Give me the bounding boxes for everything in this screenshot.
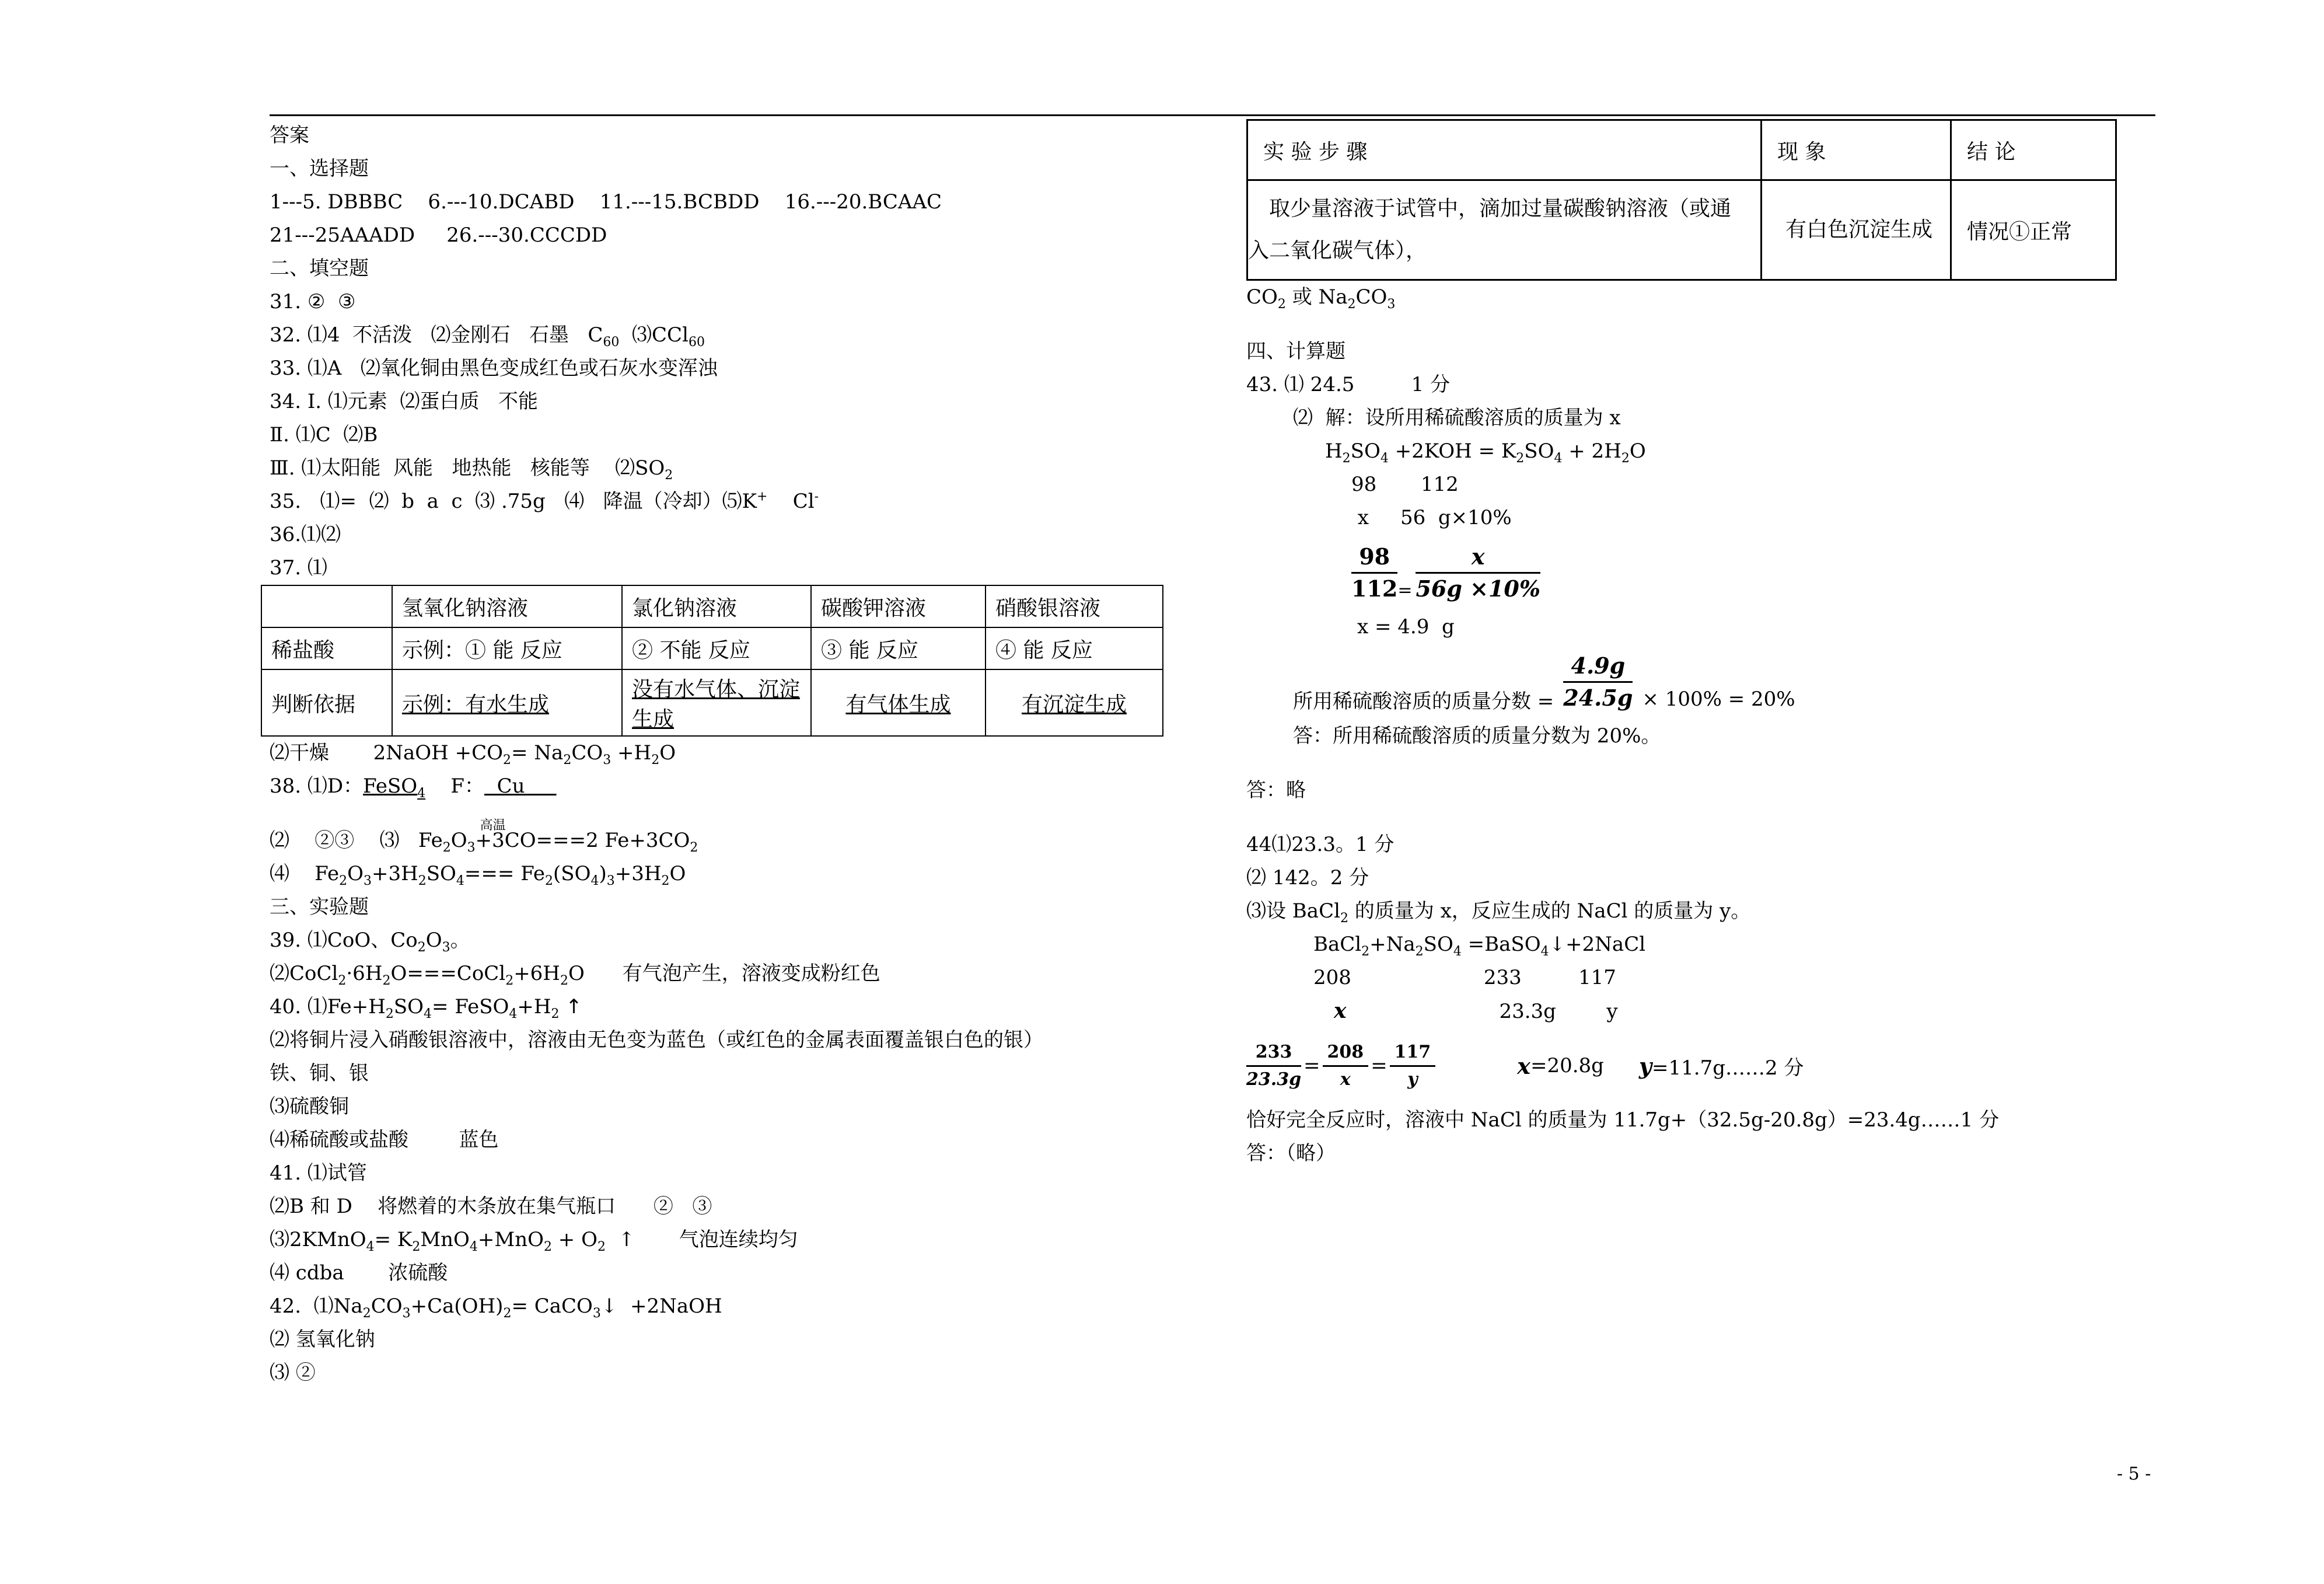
header-rule	[270, 114, 2155, 116]
answer-line: 恰好完全反应时，溶液中 NaCl 的质量为 11.7g+（32.5g-20.8g）=23.4g……1 分	[1246, 1108, 2000, 1132]
answer-line: ⑶硫酸铜	[270, 1095, 349, 1118]
answer-line: ⑵ ②③ ⑶ $Fe_2O_3$ 高温 +3CO===2 $Fe+3CO_2$	[270, 818, 698, 855]
section-heading: 二、填空题	[270, 257, 369, 280]
answer-line: ⑵B 和 D 将燃着的木条放在集气瓶口 ② ③	[270, 1195, 712, 1218]
answer-line: $⑵CoCl_2\cdot 6H_2O===CoCl_2+6H_2O$ 有气泡产生，溶液变成粉红色	[270, 962, 880, 988]
answers-title: 答案	[270, 124, 309, 147]
q42-experiment-table	[1246, 119, 2117, 281]
answer-line: 35. ⑴= ⑵ b a c ⑶ .75g ⑷ 降温（冷却）⑸K+ Cl-	[270, 489, 819, 513]
answer-line: ⑵ 氢氧化钠	[270, 1328, 375, 1351]
answer-line: ⑵ 解：设所用稀硫酸溶质的质量为 x	[1293, 406, 1621, 430]
table-row: 实 验 步 骤 现 象 结 论	[1247, 120, 2116, 180]
answer-line: 答：所用稀硫酸溶质的质量分数为 20%。	[1293, 724, 1661, 748]
table-row: 取少量溶液于试管中，滴加过量碳酸钠溶液（或通入二氧化碳气体）， 有白色沉淀生成 情况①正常	[1247, 180, 2116, 280]
answer-line: $CO_2$ 或 $Na_2CO_3$	[1246, 285, 1396, 312]
answer-line: 37. ⑴	[270, 556, 327, 580]
fraction: $\frac{208}{x}$	[1323, 1039, 1369, 1093]
answer-line: ⑷ cdba 浓硫酸	[270, 1261, 448, 1285]
answer-line: 43. ⑴ 24.5 1 分	[1246, 373, 1451, 396]
answer-line: ⑷ $Fe_2O_3+3H_2SO_4=== Fe_2(SO_4)_3+3H_2O$	[270, 862, 686, 888]
answer-line: 98 112	[1351, 473, 1459, 496]
answer-line: ⑷稀硫酸或盐酸 蓝色	[270, 1128, 499, 1152]
answer-line: 40. $⑴Fe+H_2SO_4=$ $FeSO_4+H_2$ ↑	[270, 995, 582, 1021]
answer-line: x = 4.9 g	[1357, 615, 1455, 639]
fraction: $\frac{98}{112}$	[1351, 542, 1397, 604]
section-heading: 四、计算题	[1246, 340, 1346, 363]
table-row: 氢氧化钠溶液 氯化钠溶液 碳酸钾溶液 硝酸银溶液	[261, 585, 1163, 627]
page-number: - 5 -	[2117, 1464, 2151, 1484]
answer-line: 38. ⑴D：FeSO$_4$ F： Cu	[270, 774, 557, 801]
table-row: 判断依据 示例：有水生成 没有水气体、沉淀生成 有气体生成 有沉淀生成	[261, 669, 1163, 736]
answer-line: x 56 g×10%	[1351, 506, 1512, 529]
answer-line: 铁、铜、银	[270, 1062, 369, 1085]
answer-line: 33. ⑴A ⑵氧化铜由黑色变成红色或石灰水变浑浊	[270, 357, 718, 380]
fraction: $\frac{233}{23.3g}$	[1246, 1039, 1301, 1093]
mass-fraction-line: 所用稀硫酸溶质的质量分数 = $\frac{4.9g}{24.5g}$ × 100% = 20%	[1246, 644, 2157, 720]
equation-line: $H_2SO_4 +2KOH = K_2SO_4 + 2H_2O$	[1325, 439, 1646, 466]
equation-line: $BaCl_2+Na_2SO_4$ =BaSO$_4$↓+2NaCl	[1313, 933, 1646, 959]
answer-line: 答：略	[1246, 779, 1306, 802]
answer-line: 42. $⑴Na_2CO_3+Ca(OH)_2=$ CaCO$_3$↓ +2NaOH	[270, 1295, 722, 1321]
answer-line: 31. ② ③	[270, 290, 356, 313]
right-column	[1246, 119, 2157, 1170]
fraction: $\frac{117}{y}$	[1390, 1039, 1436, 1093]
answer-line: 21---25AAADD 26.---30.CCCDD	[270, 224, 607, 247]
answer-line: 34. Ⅰ. ⑴元素 ⑵蛋白质 不能	[270, 390, 538, 413]
answer-line: 答：（略）	[1246, 1142, 1336, 1165]
section-heading: 一、选择题	[270, 157, 369, 180]
answer-line: Ⅱ. ⑴C ⑵B	[270, 423, 378, 446]
answer-line: Ⅲ. ⑴太阳能 风能 地热能 核能等 $⑵SO_2$	[270, 456, 673, 483]
answer-line: ⑶设 BaCl$_2$ 的质量为 x，反应生成的 NaCl 的质量为 y。	[1246, 899, 1751, 926]
answer-line: 44⑴23.3。1 分	[1246, 833, 1395, 856]
answer-line: 39. ⑴CoO、$Co_2O_3$。	[270, 929, 470, 955]
q37-reaction-table	[261, 585, 1163, 737]
answer-line: 1---5. DBBBC 6.---10.DCABD 11.---15.BCBDD 16.---20.BCAAC	[270, 190, 942, 214]
answer-line: 208 233 117	[1313, 966, 1616, 989]
section-heading: 三、实验题	[270, 895, 369, 919]
fraction: $\frac{4.9g}{24.5g}$	[1563, 651, 1633, 713]
answer-line: ⑵干燥 2NaOH $+CO_2= Na_2CO_3 +H_2O$	[270, 741, 676, 767]
fraction: $\frac{x}{56g \times 10\%}$	[1416, 542, 1540, 604]
answer-line: 36.⑴⑵	[270, 523, 341, 546]
answer-line: ⑵ 142。2 分	[1246, 866, 1369, 889]
answer-line: ⑵将铜片浸入硝酸银溶液中，溶液由无色变为蓝色（或红色的金属表面覆盖银白色的银）	[270, 1028, 1043, 1052]
proportion-equation: $\frac{98}{112}$ = $\frac{x}{56g \times 10\%}$	[1246, 535, 2157, 610]
answer-line: ⑶2KMnO$_4$= $K_2MnO_4+MnO_2 + O_2$ ↑ 气泡连续均匀	[270, 1228, 798, 1254]
left-column	[270, 119, 1180, 1390]
answer-line: 32. ⑴4 不活泼 ⑵金刚石 石墨 $C_{60}$ ⑶CCl$_{60}$	[270, 323, 705, 350]
proportion-equation: $\frac{233}{23.3g}$ = $\frac{208}{x}$ = $\frac{117}{y}$ x =20.8g y =11.7g……2 分	[1246, 1028, 2157, 1104]
table-row: 稀盐酸 示例：① 能 反应 ② 不能 反应 ③ 能 反应 ④ 能 反应	[261, 627, 1163, 669]
answer-line: 41. ⑴试管	[270, 1161, 367, 1185]
answer-line: ⑶ ②	[270, 1361, 316, 1384]
answer-line: x 23.3g y	[1334, 999, 1618, 1023]
